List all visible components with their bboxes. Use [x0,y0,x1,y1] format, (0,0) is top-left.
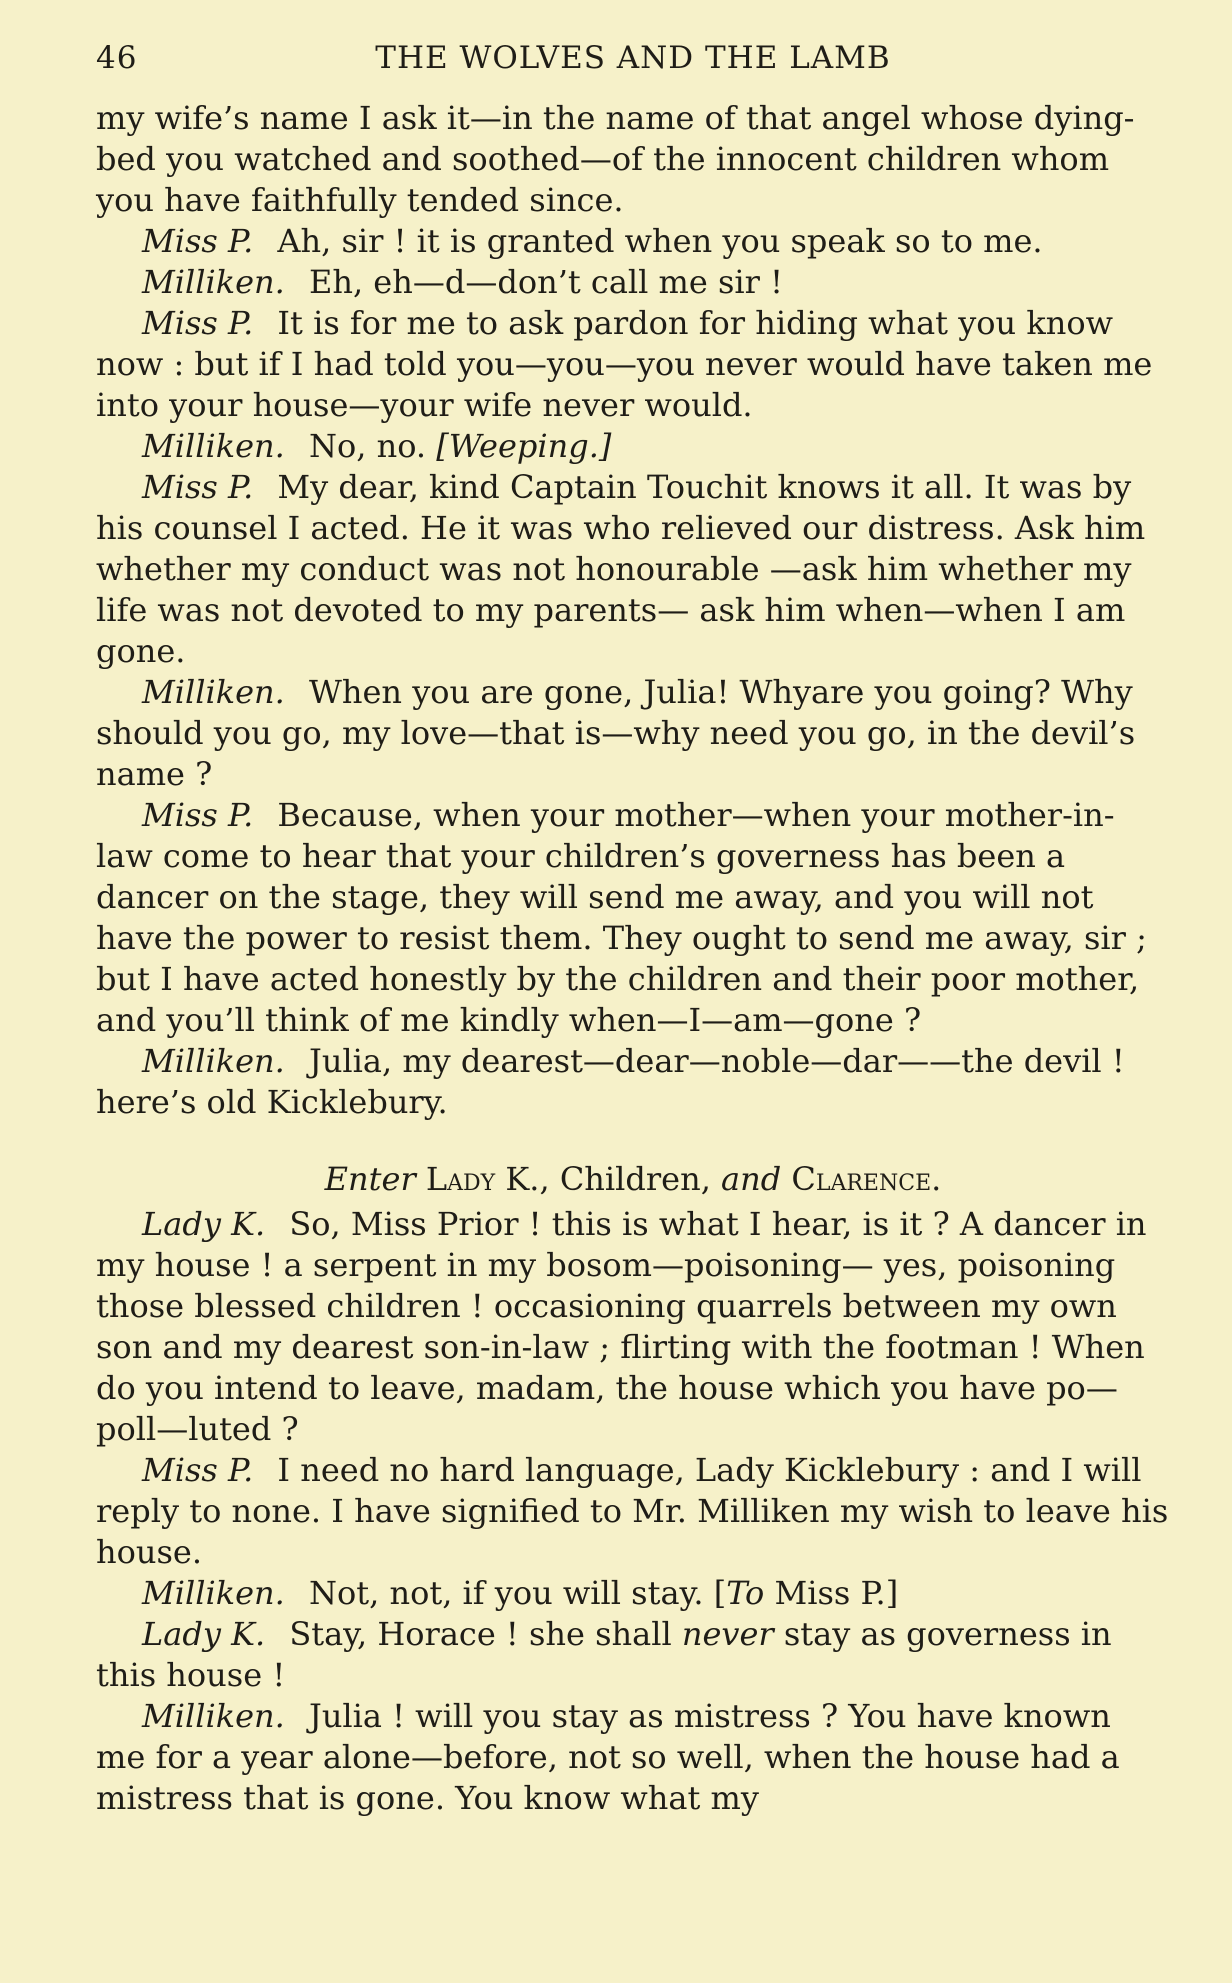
paragraph [96,1041,1170,1123]
paragraph [96,1614,1170,1696]
stage-direction: [Weeping.] [436,427,612,465]
stage-direction-to: To [726,1574,765,1612]
paragraph [96,467,1170,672]
speaker-name: Lady K. [142,1205,266,1243]
entrance-children: Children, [559,1160,711,1198]
stage-direction-open: [ [713,1574,727,1612]
speaker-name: Milliken. [142,263,285,301]
paragraph-text: Julia ! will you stay as mistress ? You have known me for a year alone—before, not so well, when the house had a mistress that is gone. You know what my [96,1697,1120,1817]
text-block [96,98,1170,1819]
paragraph-text: No, no. [308,427,427,465]
paragraph-text: Eh, eh—d—don’t call me sir ! [308,263,783,301]
paragraph-text-before: Stay, Horace ! she shall [289,1615,672,1653]
paragraph-text: So, Miss Prior ! this is what I hear, is it ? A dancer in my house ! a serpent in my bosom—poisoning— yes, poisoning those blessed children ! occasioning quarrels between my own son and my dearest son-in-law ; flirting with the footman ! When do you intend to leave, madam, the house which you have po—poll—luted ? [96,1205,1147,1448]
section-gap [96,1123,1170,1159]
paragraph [96,98,1170,221]
paragraph-text: Not, not, if you will stay. [308,1574,704,1612]
speaker-name: Milliken. [142,1697,285,1735]
paragraph-text: my wife’s name I ask it—in the name of that angel whose dying-bed you watched and soothed—of the innocent children whom you have faithfully tended since. [96,99,1135,219]
speaker-name: Milliken. [142,427,285,465]
paragraph-text: I need no hard language, Lady Kicklebury : and I will reply to none. I have signified to Mr. Milliken my wish to leave his house. [96,1451,1169,1571]
paragraph-text: Because, when your mother—when your mother-in-law come to hear that your children’s governess has been a dancer on the stage, they will send me away, and you will not have the power to resist them. They ought to send me away, sir ; but I have acted honestly by the children and their poor mother, and you’ll think of me kindly when—I—am—gone ? [96,796,1147,1039]
paragraph [96,1573,1170,1614]
paragraph-text-after: stay as governess in this house ! [96,1615,1112,1694]
paragraph [96,795,1170,1041]
speaker-name: Milliken. [142,673,285,711]
paragraph-text: Ah, sir ! it is granted when you speak so to me. [277,222,1043,260]
stage-entrance [96,1159,1170,1200]
speaker-name: Lady K. [142,1615,266,1653]
paragraph-text: Julia, my dearest—dear—noble—dar——the devil ! here’s old Kicklebury. [96,1042,1125,1121]
entrance-clarence: Clarence. [791,1160,942,1198]
entrance-lady: Lady K., [425,1160,550,1198]
speaker-name: Miss P. [142,304,254,342]
speaker-name: Milliken. [142,1574,285,1612]
entrance-enter: Enter [324,1160,416,1198]
paragraph [96,1204,1170,1450]
paragraph [96,426,1170,467]
speaker-name: Miss P. [142,222,254,260]
speaker-name: Miss P. [142,1451,254,1489]
entrance-and: and [721,1160,782,1198]
paragraph [96,1696,1170,1819]
paragraph [96,303,1170,426]
stage-direction-rest: Miss P.] [764,1574,899,1612]
paragraph-text: My dear, kind Captain Touchit knows it all. It was by his counsel I acted. He it was who relieved our distress. Ask him whether my conduct was not honourable —ask him whether my life was not devoted to my parents— ask him when—when I am gone. [96,468,1146,670]
paragraph-text: When you are gone, Julia! Whyare you going? Why should you go, my love—that is—why need you go, in the devil’s name ? [96,673,1136,793]
emphasis: never [681,1615,774,1653]
speaker-name: Miss P. [142,796,254,834]
paragraph [96,221,1170,262]
speaker-name: Milliken. [142,1042,285,1080]
paragraph [96,262,1170,303]
speaker-name: Miss P. [142,468,254,506]
paragraph [96,672,1170,795]
paragraph-text: It is for me to ask pardon for hiding what you know now : but if I had told you—you—you never would have taken me into your house—your wife never would. [96,304,1153,424]
page-number: 46 [96,40,138,76]
running-head [96,40,1170,84]
running-title: THE WOLVES AND THE LAMB [375,40,891,76]
paragraph [96,1450,1170,1573]
book-page [96,40,1170,1819]
